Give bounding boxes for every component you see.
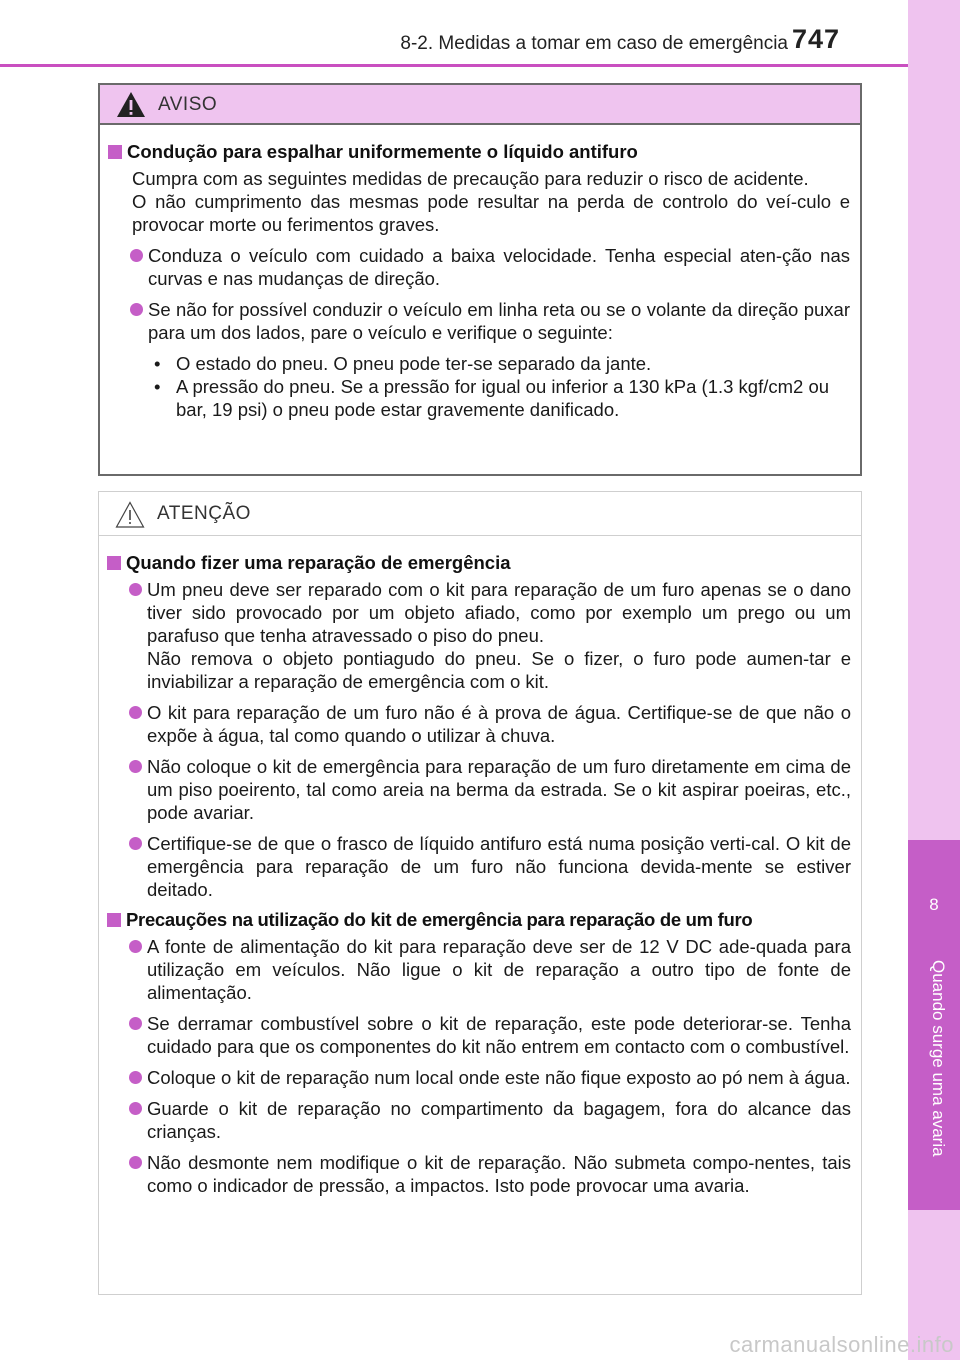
caution-box-title: ATENÇÃO: [157, 503, 251, 524]
round-bullet-icon: [129, 1156, 142, 1169]
list-item: [129, 1151, 851, 1197]
caution-heading-text: Quando fizer uma reparação de emergência: [126, 552, 511, 573]
round-bullet-icon: [129, 583, 142, 596]
round-bullet-icon: [129, 837, 142, 850]
page-header: [0, 0, 908, 66]
caution-box-header: [99, 492, 861, 536]
round-bullet-icon: [129, 706, 142, 719]
caution-heading-1: [107, 552, 851, 574]
list-item-text: Guarde o kit de reparação no compartimento da bagagem, fora do alcance das crianças.: [147, 1098, 851, 1142]
page-number: 747: [791, 24, 840, 54]
warning-heading-text: Condução para espalhar uniformemente o líquido antifuro: [127, 141, 638, 162]
list-item: [129, 755, 851, 824]
list-item: [129, 1012, 851, 1058]
list-item-text: A fonte de alimentação do kit para reparação deve ser de 12 V DC ade-quada para utilização em veículos. Não ligue o kit de reparação a outro tipo de fonte de alimentação.: [147, 936, 851, 1003]
spacer: [108, 344, 850, 352]
list-item: [129, 1066, 851, 1089]
list-item: [129, 935, 851, 1004]
caution-box: [98, 491, 862, 1295]
list-item: [129, 578, 851, 693]
round-bullet-icon: [129, 1071, 142, 1084]
caution-heading-2: [107, 909, 851, 931]
round-bullet-icon: [129, 760, 142, 773]
warning-triangle-icon: [116, 91, 146, 118]
header-divider: [0, 64, 908, 67]
warning-heading: [108, 141, 850, 163]
sub-list-item-text: O estado do pneu. O pneu pode ter-se separado da jante.: [176, 353, 652, 374]
list-item-text: Coloque o kit de reparação num local onde este não fique exposto ao pó nem à água.: [147, 1067, 851, 1088]
list-item: [130, 244, 850, 290]
chapter-number: 8: [929, 895, 939, 914]
list-item-text-part: Um pneu deve ser reparado com o kit para reparação de um furo apenas se o dano tiver sido provocado por um objeto afiado, como por exemplo um prego ou um parafuso que tenha atravessado o piso do pneu.: [147, 579, 851, 646]
square-bullet-icon: [107, 913, 121, 927]
caution-triangle-icon: [115, 501, 145, 528]
square-bullet-icon: [107, 556, 121, 570]
caution-box-body: [99, 536, 861, 1197]
warning-intro-2: O não cumprimento das mesmas pode resultar na perda de controlo do veí-culo e provocar morte ou ferimentos graves.: [132, 191, 850, 235]
section-title: 8-2. Medidas a tomar em caso de emergência: [400, 33, 788, 54]
sub-list-item: [154, 375, 850, 421]
warning-box: [98, 83, 862, 476]
square-bullet-icon: [108, 145, 122, 159]
list-item-text: Certifique-se de que o frasco de líquido antifuro está numa posição verti-cal. O kit de emergência para reparação de um furo não funciona devida-mente se estiver deitado.: [147, 833, 851, 900]
sub-bullet-icon: •: [154, 353, 161, 374]
list-item: [129, 701, 851, 747]
warning-box-body: [100, 125, 860, 421]
list-item-text-part: Não remova o objeto pontiagudo do pneu. Se o fizer, o furo pode aumen-tar e inviabilizar a reparação de emergência com o kit.: [147, 648, 851, 692]
sub-list-item-text: A pressão do pneu. Se a pressão for igual ou inferior a 130 kPa (1.3 kgf/cm2 ou bar, 19 psi) o pneu pode estar gravemente danificado.: [176, 376, 830, 420]
list-item-text: [147, 578, 851, 693]
sub-bullet-icon: •: [154, 376, 161, 397]
warning-box-header: [100, 85, 860, 125]
warning-box-title: AVISO: [158, 94, 218, 115]
list-item: [129, 1097, 851, 1143]
caution-heading-text: Precauções na utilização do kit de emergência para reparação de um furo: [126, 909, 753, 930]
round-bullet-icon: [130, 303, 143, 316]
list-item: [130, 298, 850, 344]
sub-list-item: [154, 352, 850, 375]
list-item-text: Não coloque o kit de emergência para reparação de um furo diretamente em cima de um piso poeirento, tal como areia na berma da estrada. Se o kit aspirar poeiras, etc., pode avariar.: [147, 756, 851, 823]
warning-intro-1: Cumpra com as seguintes medidas de precaução para reduzir o risco de acidente.: [132, 168, 809, 189]
round-bullet-icon: [129, 1017, 142, 1030]
list-item-text: O kit para reparação de um furo não é à prova de água. Certifique-se de que não o expõe à água, tal como quando o utilizar à chuva.: [147, 702, 851, 746]
round-bullet-icon: [130, 249, 143, 262]
list-item-text: Conduza o veículo com cuidado a baixa velocidade. Tenha especial aten-ção nas curvas e nas mudanças de direção.: [148, 245, 850, 289]
round-bullet-icon: [129, 940, 142, 953]
list-item: [129, 832, 851, 901]
list-item-text: Se não for possível conduzir o veículo em linha reta ou se o volante da direção puxar para um dos lados, pare o veículo e verifique o seguinte:: [148, 299, 850, 343]
list-item-text: Não desmonte nem modifique o kit de reparação. Não submeta compo-nentes, tais como o indicador de pressão, a impactos. Isto pode provocar uma avaria.: [147, 1152, 851, 1196]
round-bullet-icon: [129, 1102, 142, 1115]
chapter-label: Quando surge uma avaria: [929, 960, 948, 1157]
list-item-text: Se derramar combustível sobre o kit de reparação, este pode deteriorar-se. Tenha cuidado para que os componentes do kit não entrem em contacto com o combustível.: [147, 1013, 851, 1057]
watermark: carmanualsonline.info: [729, 1332, 954, 1357]
